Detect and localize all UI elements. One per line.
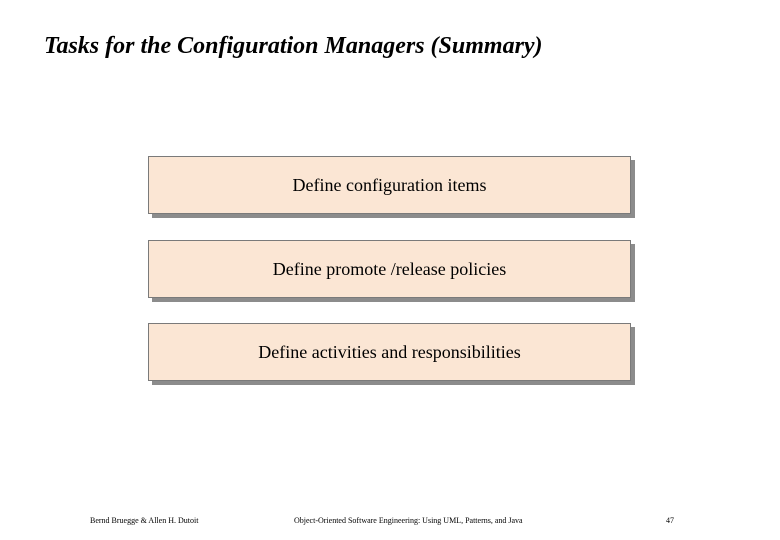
footer-page-number: 47 [666,516,674,525]
task-box-define-configuration-items [148,156,631,214]
footer-book-title: Object-Oriented Software Engineering: Using UML, Patterns, and Java [294,516,523,525]
task-label: Define promote /release policies [272,258,507,279]
footer-authors: Bernd Bruegge & Allen H. Dutoit [90,516,199,525]
task-box-define-promote-release-policies [148,240,631,298]
slide-title: Tasks for the Configuration Managers (Summary) [44,33,543,59]
task-box-define-activities-responsibilities [148,323,631,381]
task-label: Define configuration items [292,174,487,195]
task-label: Define activities and responsibilities [258,341,521,362]
